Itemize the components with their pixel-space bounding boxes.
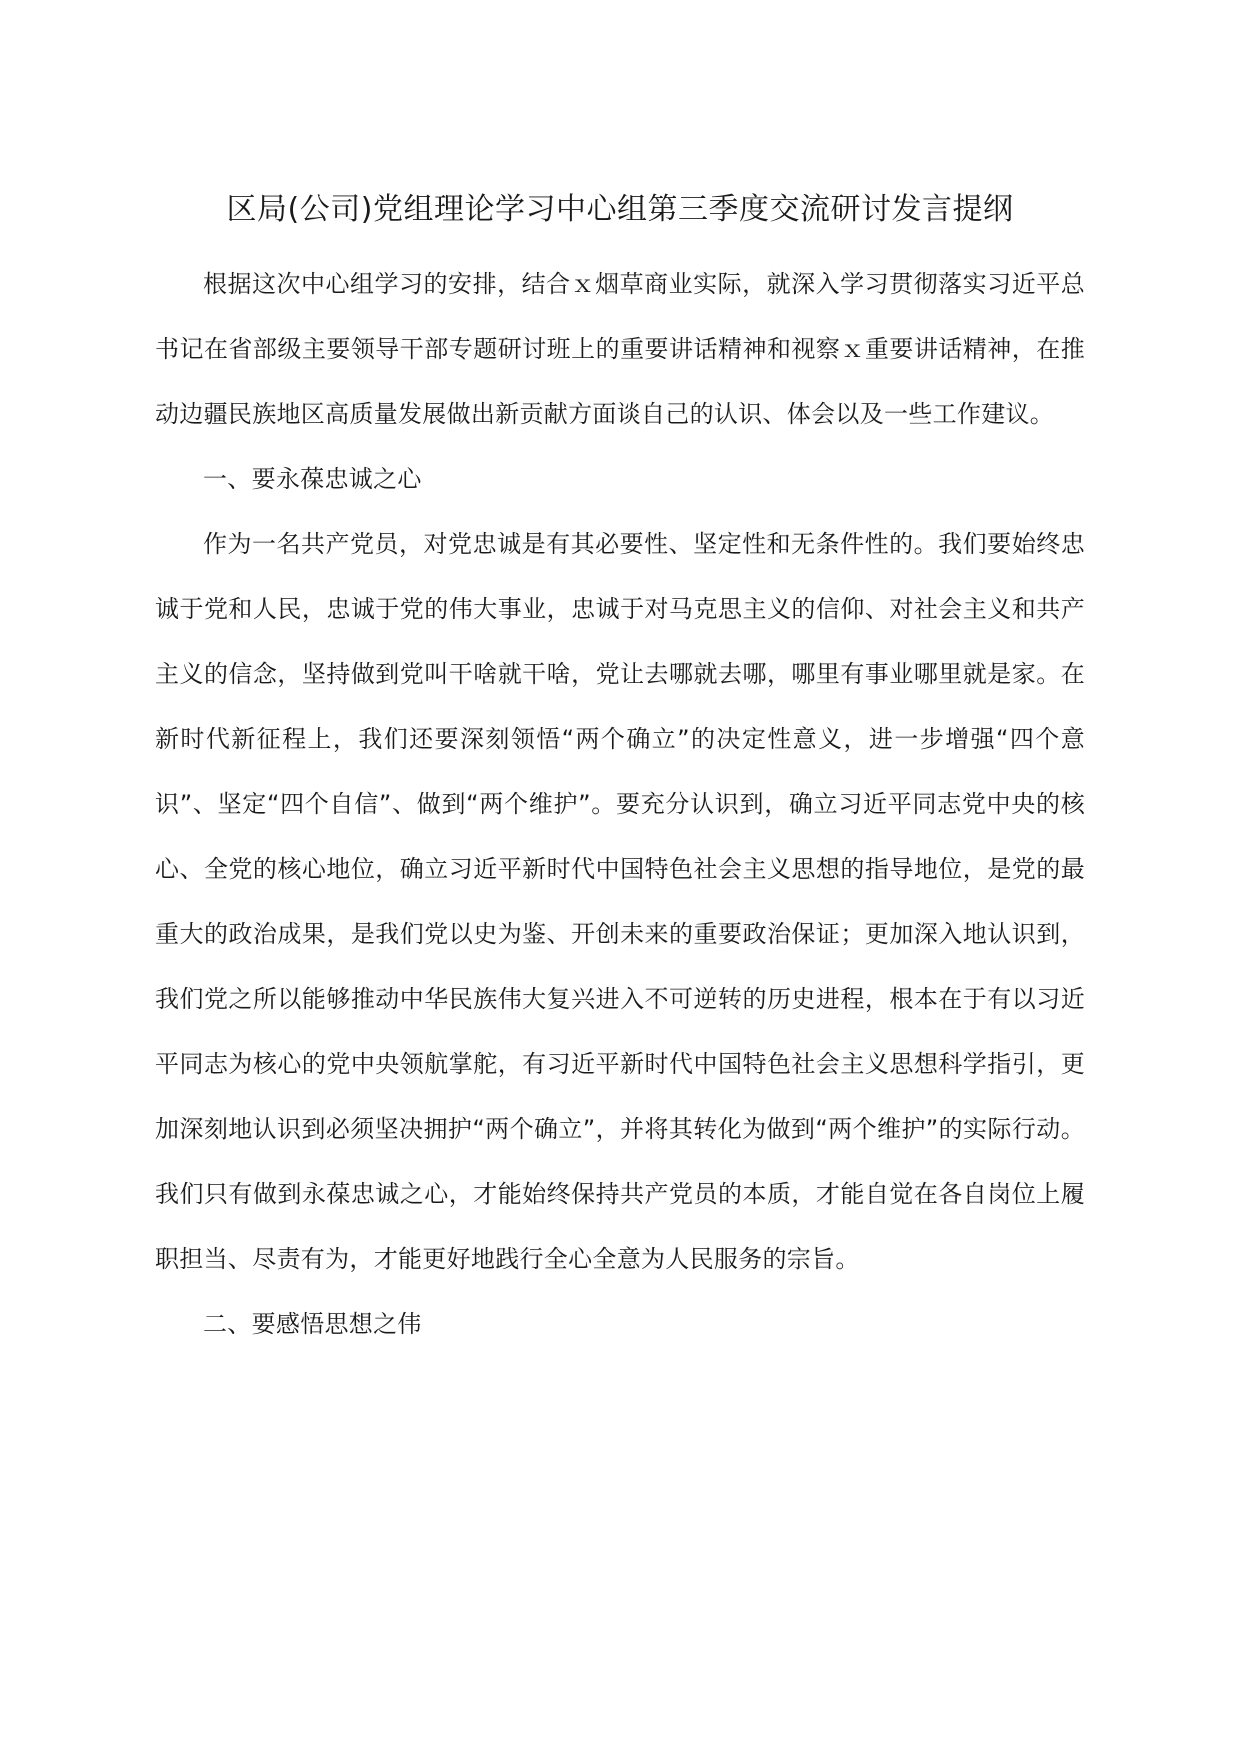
section-heading-1: 一、要永葆忠诚之心 [203,465,422,493]
section-1-paragraph: 作为一名共产党员，对党忠诚是有其必要性、坚定性和无条件性的。我们要始终忠诚于党和人民，忠诚于党的伟大事业，忠诚于对马克思主义的信仰、对社会主义和共产主义的信念，坚持做到党叫干啥就干啥，党让去哪就去哪，哪里有事业哪里就是家。在新时代新征程上，我们还要深刻领悟“两个确立”的决定性意义，进一步增强“四个意识”、坚定“四个自信”、做到“两个维护”。要充分认识到，确立习近平同志党中央的核心、全党的核心地位，确立习近平新时代中国特色社会主义思想的指导地位，是党的最重大的政治成果，是我们党以史为鉴、开创未来的重要政治保证；更加深入地认识到，我们党之所以能够推动中华民族伟大复兴进入不可逆转的历史进程，根本在于有以习近平同志为核心的党中央领航掌舵，有习近平新时代中国特色社会主义思想科学指引，更加深刻地认识到必须坚决拥护“两个确立”，并将其转化为做到“两个维护”的实际行动。我们只有做到永葆忠诚之心，才能始终保持共产党员的本质，才能自觉在各自岗位上履职担当、尽责有为，才能更好地践行全心全意为人民服务的宗旨。 [155,530,1085,1273]
document-title: 区局(公司)党组理论学习中心组第三季度交流研讨发言提纲 [226,192,1014,227]
document-body [155,252,1085,1357]
section-heading-2: 二、要感悟思想之伟 [203,1310,422,1338]
intro-paragraph: 根据这次中心组学习的安排，结合ｘ烟草商业实际，就深入学习贯彻落实习近平总书记在省部级主要领导干部专题研讨班上的重要讲话精神和视察ｘ重要讲话精神，在推动边疆民族地区高质量发展做出新贡献方面谈自己的认识、体会以及一些工作建议。 [155,270,1085,428]
